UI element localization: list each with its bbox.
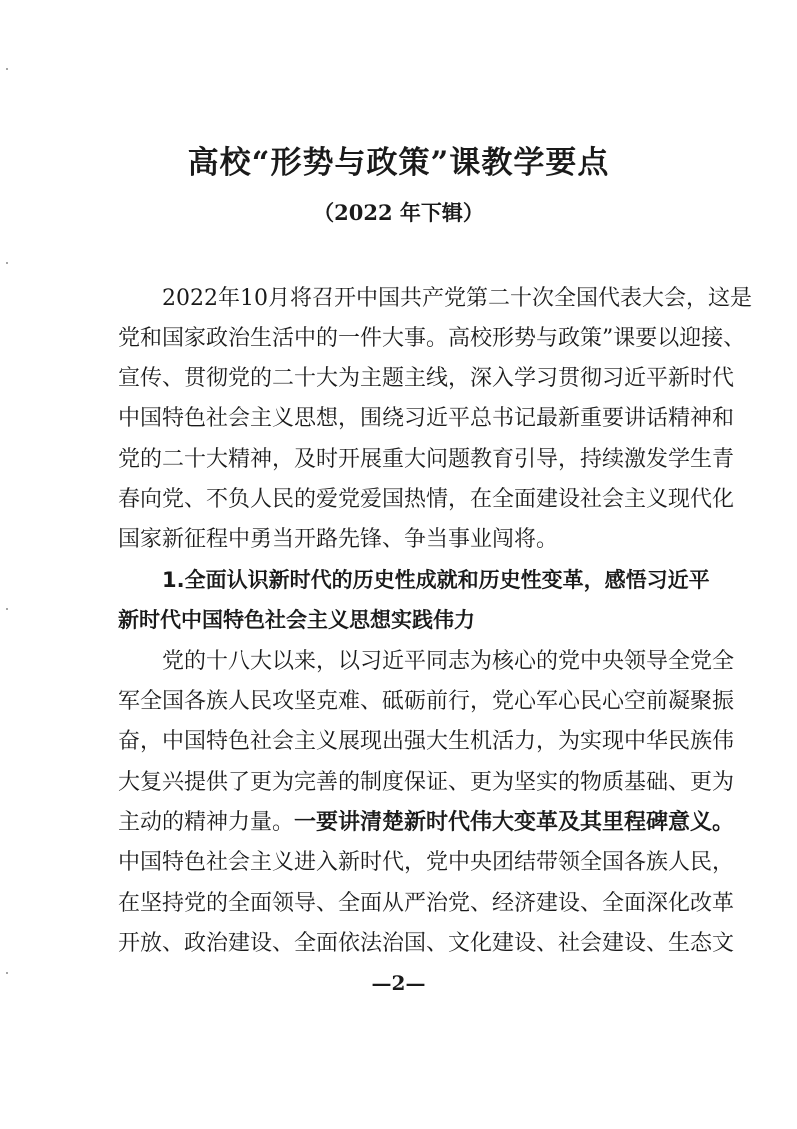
scan-artifact [6,68,8,70]
body-line-mixed [118,804,735,841]
section-heading: 新时代中国特色社会主义思想实践伟力 [118,608,475,632]
scan-artifact [6,262,8,264]
page-title: 高校“形势与政策”课教学要点 [187,145,610,181]
intro-line: 国家新征程中勇当开路先锋、争当事业闯将。 [118,527,559,552]
page-number: —2— [371,971,426,995]
intro-line: 中国特色社会主义思想，围绕习近平总书记最新重要讲话精神和 [118,406,735,431]
intro-line: 宣传、贯彻党的二十大为主题主线，深入学习贯彻习近平新时代 [118,366,735,391]
body-line: 中国特色社会主义进入新时代，党中央团结带领全国各族人民， [118,850,735,875]
scan-artifact [6,972,8,974]
intro-line: 党和国家政治生活中的一件大事。高校形势与政策”课要以迎接、 [118,326,746,351]
body-text: 主动的精神力量。 [118,810,295,835]
intro-line: 2022年10月将召开中国共产党第二十次全国代表大会，这是 [162,286,752,311]
intro-line: 党的二十大精神，及时开展重大问题教育引导，持续激发学生青 [118,447,735,472]
body-line: 大复兴提供了更为完善的制度保证、更为坚实的物质基础、更为 [118,770,735,795]
body-line: 奋，中国特色社会主义展现出强大生机活力，为实现中华民族伟 [118,729,735,754]
bold-emphasis: 一要讲清楚新时代伟大变革及其里程碑意义。 [294,809,735,835]
body-line: 党的十八大以来，以习近平同志为核心的党中央领导全党全 [162,649,735,674]
intro-line: 春向党、不负人民的爱党爱国热情，在全面建设社会主义现代化 [118,487,735,512]
page-subtitle: （2022 年下辑） [313,200,484,225]
body-line: 军全国各族人民攻坚克难、砥砺前行，党心军心民心空前凝聚振 [118,689,735,714]
scan-artifact [6,608,8,610]
body-line: 开放、政治建设、全面依法治国、文化建设、社会建设、生态文 [118,931,735,956]
section-heading: 1.全面认识新时代的历史性成就和历史性变革，感悟习近平 [162,568,710,592]
body-line: 在坚持党的全面领导、全面从严治党、经济建设、全面深化改革 [118,891,735,916]
